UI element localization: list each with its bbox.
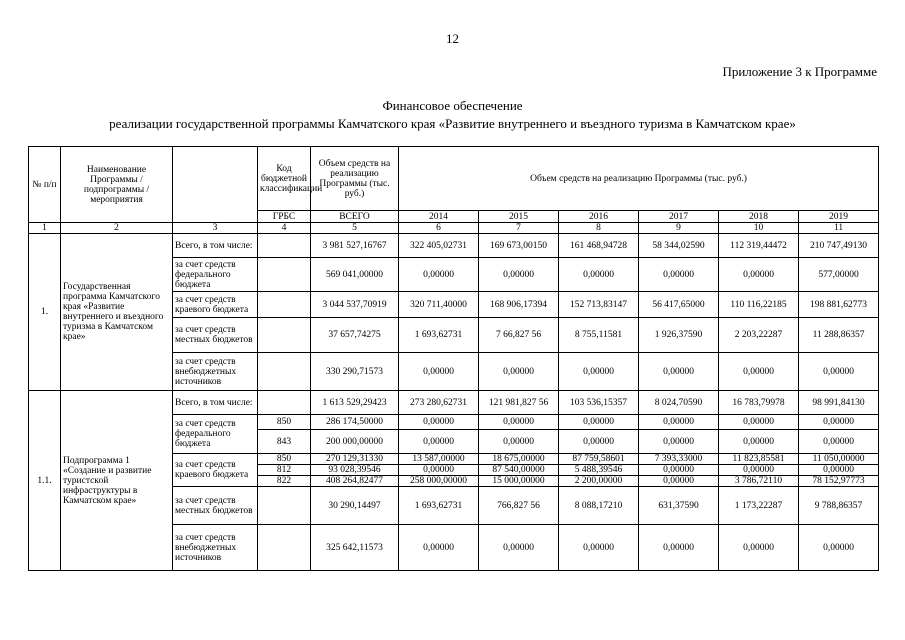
- value-year: 56 417,65000: [639, 292, 719, 318]
- header-year: 2019: [799, 211, 879, 223]
- value-year: 0,00000: [559, 258, 639, 292]
- column-number: 10: [719, 223, 799, 234]
- value-year: 0,00000: [399, 258, 479, 292]
- funding-source: за счет средств местных бюджетов: [173, 487, 258, 525]
- column-number: 9: [639, 223, 719, 234]
- value-year: 0,00000: [479, 258, 559, 292]
- value-year: 0,00000: [559, 430, 639, 454]
- grbs-code: [258, 258, 311, 292]
- subprogram-name: Подпрограмма 1 «Создание и развитие туристской инфраструктуры в Камчатском крае»: [61, 391, 173, 571]
- funding-source: за счет средств внебюджетных источников: [173, 353, 258, 391]
- value-total: 270 129,31330: [311, 454, 399, 465]
- grbs-code: [258, 525, 311, 571]
- funding-source: за счет средств внебюджетных источников: [173, 525, 258, 571]
- value-year: 9 788,86357: [799, 487, 879, 525]
- value-year: 0,00000: [719, 415, 799, 430]
- value-year: 18 675,00000: [479, 454, 559, 465]
- grbs-code: 812: [258, 465, 311, 476]
- funding-source: Всего, в том числе:: [173, 391, 258, 415]
- value-year: 0,00000: [639, 465, 719, 476]
- value-year: 766,827 56: [479, 487, 559, 525]
- value-year: 0,00000: [399, 430, 479, 454]
- value-total: 569 041,00000: [311, 258, 399, 292]
- header-code: Код бюджетной классификации: [258, 147, 311, 211]
- header-year: 2015: [479, 211, 559, 223]
- value-total: 3 981 527,16767: [311, 234, 399, 258]
- value-total: 200 000,00000: [311, 430, 399, 454]
- header-num: № п/п: [29, 147, 61, 223]
- value-year: 0,00000: [639, 525, 719, 571]
- page-number: 12: [446, 31, 459, 46]
- value-year: 0,00000: [399, 465, 479, 476]
- value-year: 0,00000: [399, 525, 479, 571]
- value-year: 152 713,83147: [559, 292, 639, 318]
- value-total: 330 290,71573: [311, 353, 399, 391]
- value-year: 0,00000: [559, 353, 639, 391]
- value-total: 325 642,11573: [311, 525, 399, 571]
- header-grbs: ГРБС: [258, 211, 311, 223]
- value-year: 0,00000: [559, 415, 639, 430]
- column-number: 3: [173, 223, 258, 234]
- financing-table: [28, 146, 879, 571]
- value-year: 13 587,00000: [399, 454, 479, 465]
- header-year: 2018: [719, 211, 799, 223]
- value-year: 631,37590: [639, 487, 719, 525]
- value-year: 0,00000: [719, 258, 799, 292]
- value-year: 161 468,94728: [559, 234, 639, 258]
- value-year: 8 088,17210: [559, 487, 639, 525]
- value-year: 0,00000: [399, 353, 479, 391]
- value-year: 7 393,33000: [639, 454, 719, 465]
- appendix-label: Приложение 3 к Программе: [722, 64, 877, 79]
- grbs-code: [258, 353, 311, 391]
- value-year: 1 173,22287: [719, 487, 799, 525]
- value-year: 0,00000: [719, 465, 799, 476]
- grbs-code: 850: [258, 415, 311, 430]
- value-year: 0,00000: [799, 353, 879, 391]
- funding-source: Всего, в том числе:: [173, 234, 258, 258]
- document-subtitle: реализации государственной программы Камчатского края «Развитие внутреннего и въездного туризма в Камчатском крае»: [109, 116, 796, 131]
- header-total: Объем средств на реализацию Программы (тыс. руб.): [311, 147, 399, 211]
- funding-source: за счет средств краевого бюджета: [173, 454, 258, 487]
- value-year: 87 540,00000: [479, 465, 559, 476]
- value-year: 0,00000: [799, 415, 879, 430]
- value-year: 0,00000: [479, 415, 559, 430]
- value-year: 0,00000: [719, 430, 799, 454]
- value-total: 93 028,39546: [311, 465, 399, 476]
- value-year: 3 786,72110: [719, 476, 799, 487]
- value-year: 0,00000: [799, 525, 879, 571]
- value-total: 3 044 537,70919: [311, 292, 399, 318]
- value-year: 2 203,22287: [719, 318, 799, 353]
- column-number: 4: [258, 223, 311, 234]
- value-year: 0,00000: [719, 353, 799, 391]
- header-name: Наименование Программы / подпрограммы / мероприятия: [61, 147, 173, 223]
- grbs-code: 843: [258, 430, 311, 454]
- value-year: 0,00000: [639, 258, 719, 292]
- column-number: 2: [61, 223, 173, 234]
- value-year: 78 152,97773: [799, 476, 879, 487]
- value-year: 0,00000: [639, 415, 719, 430]
- value-year: 1 693,62731: [399, 487, 479, 525]
- value-total: 408 264,82477: [311, 476, 399, 487]
- value-year: 0,00000: [559, 525, 639, 571]
- grbs-code: [258, 292, 311, 318]
- funding-source: за счет средств федерального бюджета: [173, 258, 258, 292]
- header-total-sub: ВСЕГО: [311, 211, 399, 223]
- grbs-code: [258, 234, 311, 258]
- value-year: 1 693,62731: [399, 318, 479, 353]
- value-year: 121 981,827 56: [479, 391, 559, 415]
- value-year: 320 711,40000: [399, 292, 479, 318]
- value-year: 0,00000: [719, 525, 799, 571]
- grbs-code: [258, 391, 311, 415]
- value-year: 58 344,02590: [639, 234, 719, 258]
- grbs-code: [258, 318, 311, 353]
- table-row: [29, 234, 879, 258]
- value-total: 30 290,14497: [311, 487, 399, 525]
- column-number: 5: [311, 223, 399, 234]
- value-year: 0,00000: [639, 353, 719, 391]
- value-year: 258 000,00000: [399, 476, 479, 487]
- value-year: 2 200,00000: [559, 476, 639, 487]
- header-empty: [173, 147, 258, 223]
- value-year: 87 759,58601: [559, 454, 639, 465]
- value-total: 1 613 529,29423: [311, 391, 399, 415]
- program-name: Государственная программа Камчатского края «Развитие внутреннего и въездного туризма в Камчатском крае»: [61, 234, 173, 391]
- value-year: 0,00000: [479, 430, 559, 454]
- header-years: Объем средств на реализацию Программы (тыс. руб.): [399, 147, 879, 211]
- value-year: 0,00000: [479, 525, 559, 571]
- value-year: 98 991,84130: [799, 391, 879, 415]
- value-year: 11 823,85581: [719, 454, 799, 465]
- table-row: [29, 391, 879, 415]
- funding-source: за счет средств краевого бюджета: [173, 292, 258, 318]
- value-year: 0,00000: [639, 430, 719, 454]
- value-year: 322 405,02731: [399, 234, 479, 258]
- row-num: 1.1.: [29, 391, 61, 571]
- column-number: 6: [399, 223, 479, 234]
- document-title: Финансовое обеспечение: [382, 98, 523, 113]
- value-year: 8 024,70590: [639, 391, 719, 415]
- header-year: 2017: [639, 211, 719, 223]
- grbs-code: [258, 487, 311, 525]
- value-year: 0,00000: [639, 476, 719, 487]
- value-year: 7 66,827 56: [479, 318, 559, 353]
- value-year: 198 881,62773: [799, 292, 879, 318]
- value-year: 273 280,62731: [399, 391, 479, 415]
- value-year: 168 906,17394: [479, 292, 559, 318]
- column-number: 1: [29, 223, 61, 234]
- header-year: 2014: [399, 211, 479, 223]
- value-year: 110 116,22185: [719, 292, 799, 318]
- header-year: 2016: [559, 211, 639, 223]
- value-year: 112 319,44472: [719, 234, 799, 258]
- value-year: 11 288,86357: [799, 318, 879, 353]
- value-year: 169 673,00150: [479, 234, 559, 258]
- funding-source: за счет средств федерального бюджета: [173, 415, 258, 454]
- column-number: 7: [479, 223, 559, 234]
- column-number: 11: [799, 223, 879, 234]
- row-num: 1.: [29, 234, 61, 391]
- value-total: 286 174,50000: [311, 415, 399, 430]
- value-year: 0,00000: [799, 465, 879, 476]
- value-year: 0,00000: [799, 430, 879, 454]
- funding-source: за счет средств местных бюджетов: [173, 318, 258, 353]
- value-year: 11 050,00000: [799, 454, 879, 465]
- value-year: 577,00000: [799, 258, 879, 292]
- value-year: 0,00000: [479, 353, 559, 391]
- value-year: 8 755,11581: [559, 318, 639, 353]
- column-number: 8: [559, 223, 639, 234]
- value-year: 15 000,00000: [479, 476, 559, 487]
- value-year: 5 488,39546: [559, 465, 639, 476]
- value-year: 1 926,37590: [639, 318, 719, 353]
- grbs-code: 850: [258, 454, 311, 465]
- grbs-code: 822: [258, 476, 311, 487]
- value-year: 103 536,15357: [559, 391, 639, 415]
- value-total: 37 657,74275: [311, 318, 399, 353]
- value-year: 0,00000: [399, 415, 479, 430]
- value-year: 16 783,79978: [719, 391, 799, 415]
- value-year: 210 747,49130: [799, 234, 879, 258]
